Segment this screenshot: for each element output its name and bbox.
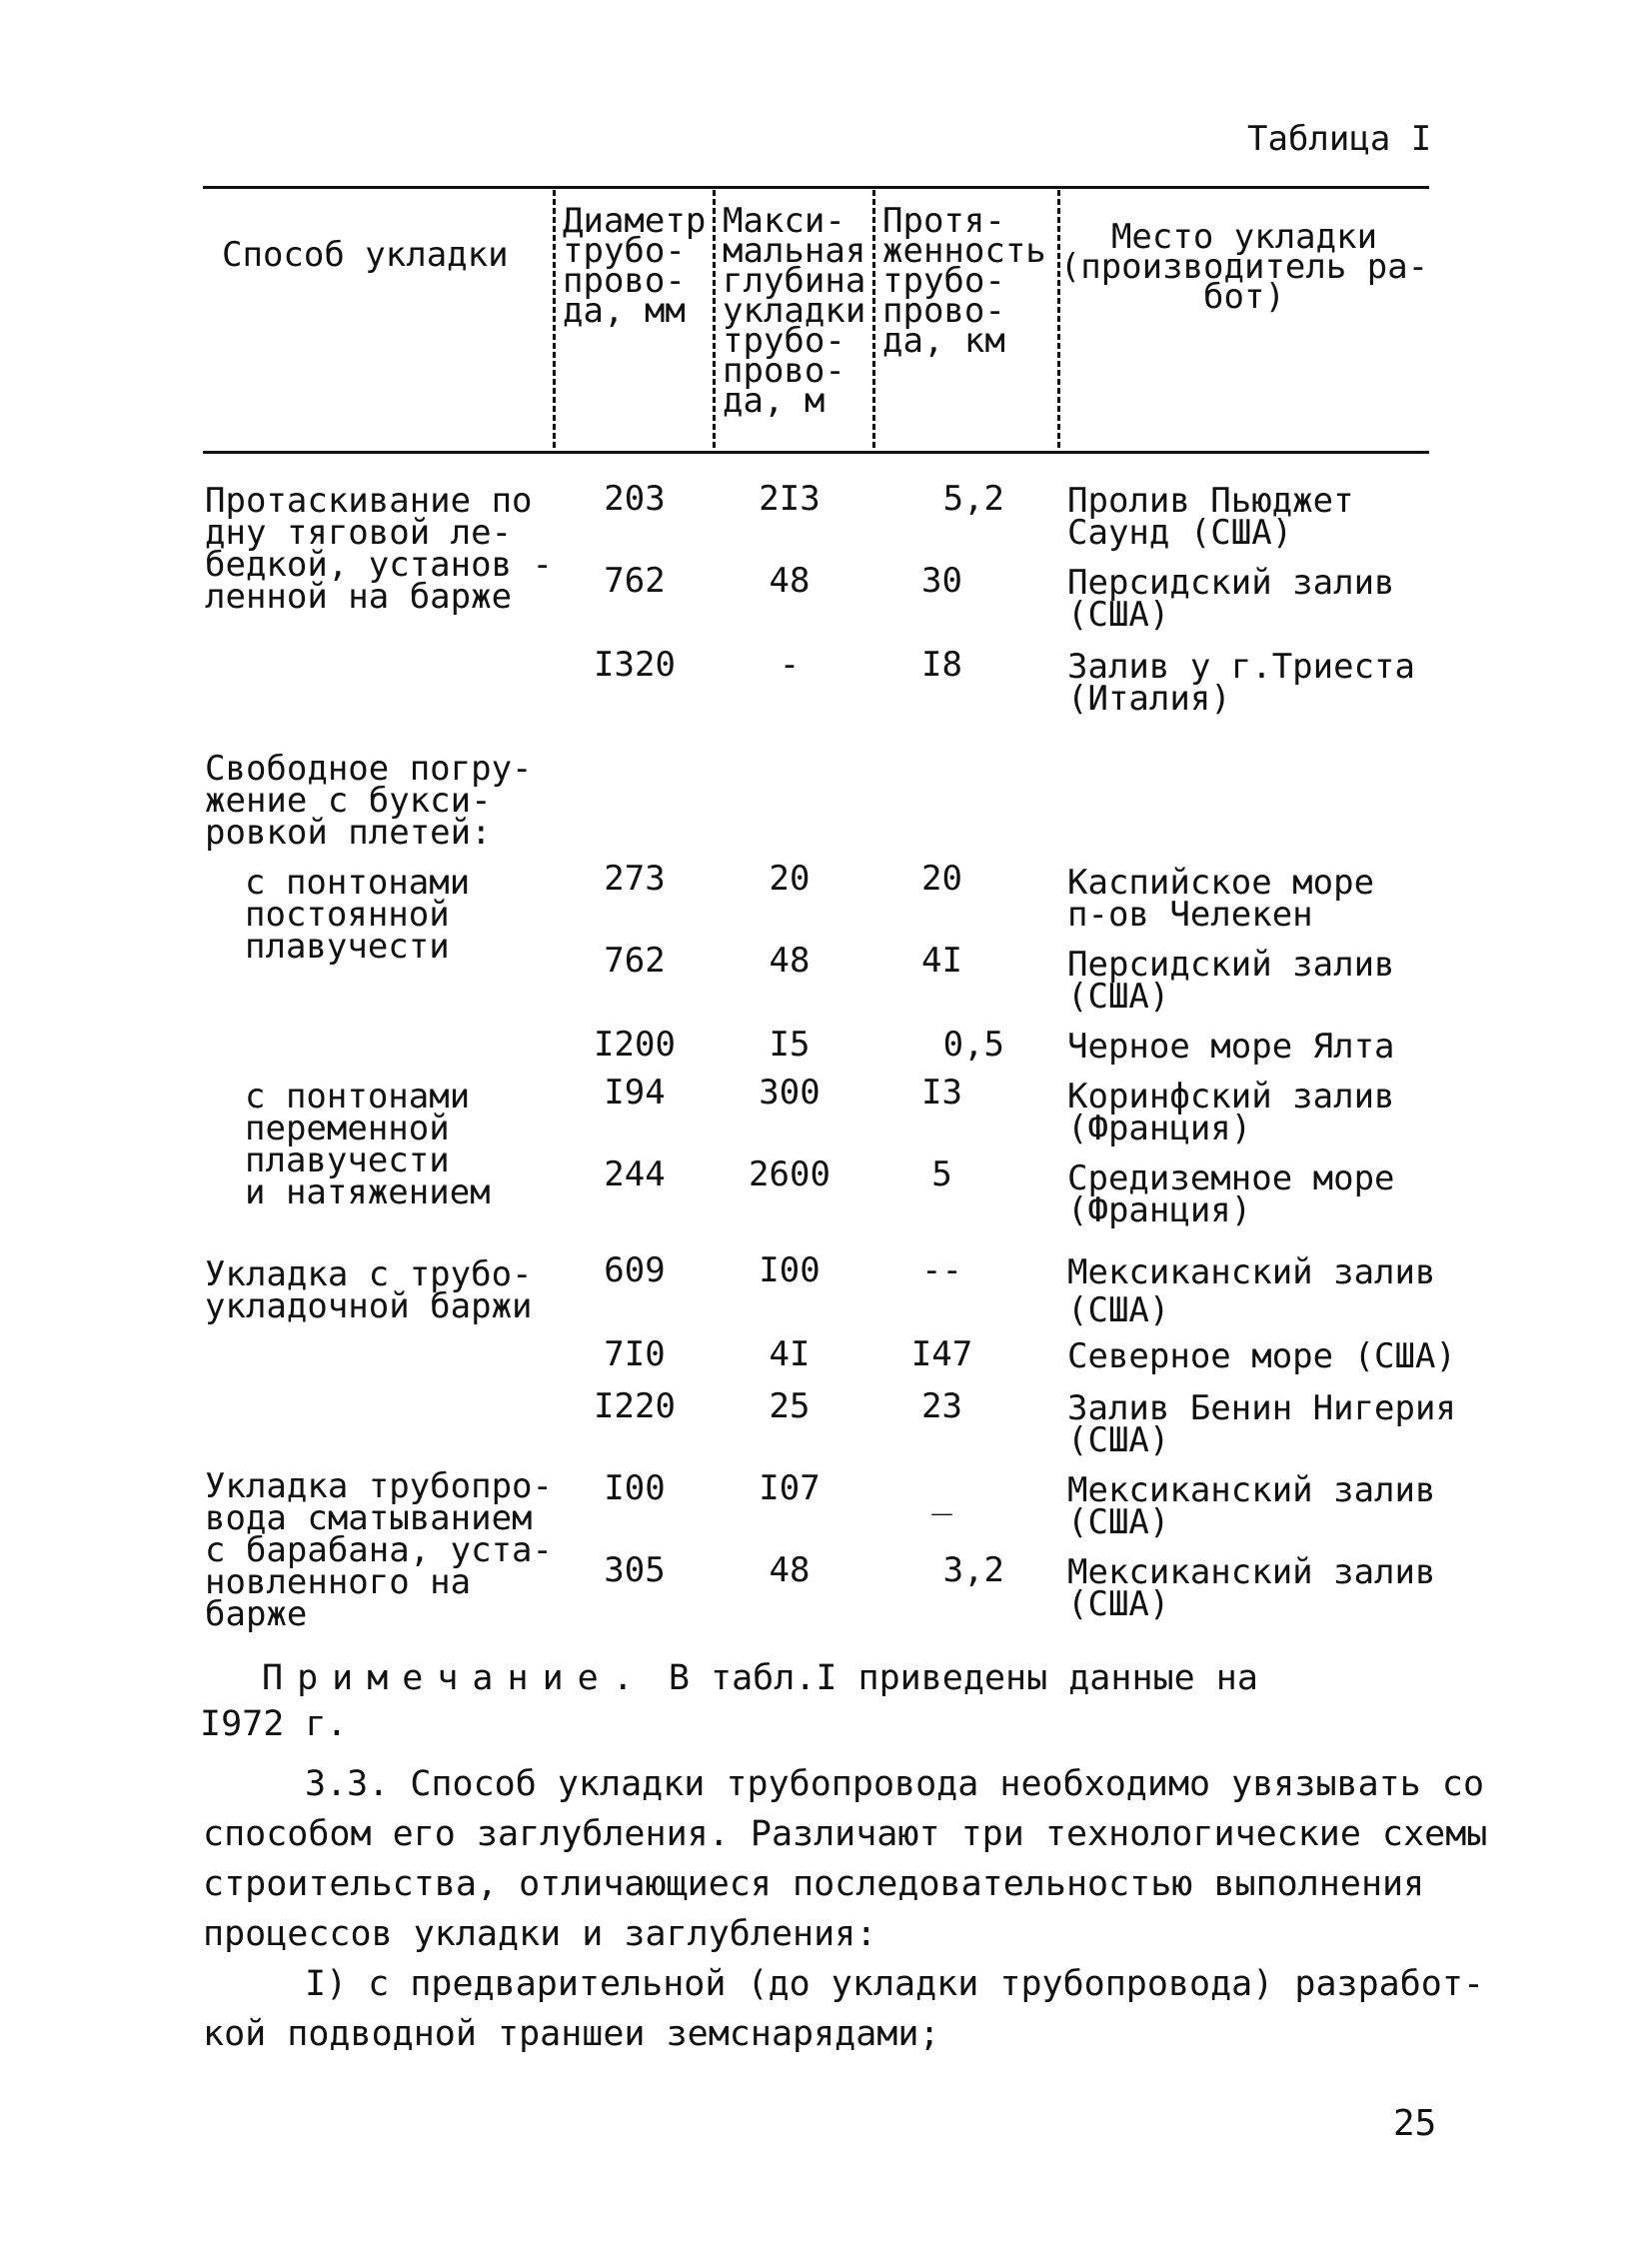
length-cell: _ <box>931 1476 952 1516</box>
header-diameter-line: трубо- <box>563 231 686 271</box>
diameter-cell: 762 <box>604 561 666 601</box>
place-cell-line: Черное море Ялта <box>1067 1027 1395 1067</box>
depth-cell: 2600 <box>749 1154 830 1194</box>
header-depth-line: Макси- <box>723 201 845 241</box>
place-cell-line: Персидский залив <box>1067 563 1395 603</box>
paragraph-line: 3.3. Способ укладки трубопровода необходимо увязывать со <box>305 1764 1485 1804</box>
depth-cell: 4I <box>769 1334 811 1374</box>
header-length-line: прово- <box>882 291 1005 331</box>
page-number: 25 <box>1393 2103 1437 2144</box>
length-cell: 0,5 <box>942 1025 1004 1065</box>
method-line: Укладка с трубо- <box>205 1254 533 1294</box>
method-line: переменной <box>245 1109 450 1148</box>
depth-cell: 48 <box>769 941 811 981</box>
place-cell-line: Коринфский залив <box>1067 1077 1395 1117</box>
depth-cell: 2I3 <box>759 479 821 519</box>
method-line: Свободное погру- <box>205 749 533 789</box>
method-line: плавучести <box>245 927 450 967</box>
depth-cell: 20 <box>769 859 811 899</box>
paragraph-line: способом его заглубления. Различают три технологические схемы <box>203 1814 1488 1854</box>
place-cell-line: Каспийское море <box>1067 863 1375 903</box>
header-depth-line: прово- <box>723 351 845 391</box>
method-line: жение с букси- <box>205 781 492 821</box>
header-place-line: (производитель ра- <box>1059 247 1429 287</box>
place-cell-line: (Франция) <box>1067 1190 1252 1230</box>
header-place-line: бот) <box>1203 277 1285 317</box>
place-cell-line: Залив Бенин Нигерия <box>1067 1388 1456 1428</box>
diameter-cell: 244 <box>604 1154 666 1194</box>
paragraph-line: кой подводной траншеи земснарядами; <box>203 2014 940 2054</box>
length-cell: 30 <box>921 561 962 601</box>
place-cell-line: (США) <box>1067 1502 1170 1542</box>
diameter-cell: 203 <box>604 479 666 519</box>
method-line: ленной на барже <box>205 577 513 617</box>
method-line: Протаскивание по <box>205 481 533 521</box>
method-line: плавучести <box>245 1140 450 1180</box>
method-line: с барабана, уста- <box>205 1530 553 1570</box>
place-cell-line: Саунд (США) <box>1067 513 1293 553</box>
header-depth-line: мальная <box>723 231 866 271</box>
header-top-rule <box>203 186 1429 189</box>
diameter-cell: 609 <box>604 1250 666 1290</box>
diameter-cell: I320 <box>594 645 676 685</box>
header-method-line: Способ укладки <box>222 235 509 275</box>
method-line: с понтонами <box>245 1077 471 1117</box>
depth-cell: 48 <box>769 1550 811 1590</box>
diameter-cell: 305 <box>604 1550 666 1590</box>
diameter-cell: I220 <box>594 1386 676 1426</box>
paragraph-line: I) с предварительной (до укладки трубопровода) разработ- <box>305 1964 1485 2004</box>
length-cell: 20 <box>921 859 962 899</box>
header-separator <box>553 190 556 448</box>
paragraph-line: процессов укладки и заглубления: <box>203 1914 877 1954</box>
place-cell-line: (США) <box>1067 977 1170 1017</box>
length-cell: -- <box>921 1250 962 1290</box>
note-first-line <box>262 1658 1258 1698</box>
header-diameter-line: прово- <box>563 261 686 301</box>
header-length-line: трубо- <box>882 261 1005 301</box>
place-cell-line: Персидский залив <box>1067 945 1395 985</box>
diameter-cell: 762 <box>604 941 666 981</box>
method-line: укладочной баржи <box>205 1286 533 1326</box>
header-depth-line: глубина <box>723 261 866 301</box>
method-line: Укладка трубопро- <box>205 1466 553 1506</box>
depth-cell: I07 <box>759 1468 821 1508</box>
note-text: В табл.I приведены данные на <box>668 1658 1258 1698</box>
place-cell-line: (США) <box>1067 1420 1170 1460</box>
place-cell-line: Северное море (США) <box>1067 1336 1456 1376</box>
length-cell: 3,2 <box>942 1550 1004 1590</box>
header-diameter-line: да, мм <box>563 291 686 331</box>
length-cell: I47 <box>910 1334 973 1374</box>
header-separator <box>713 190 716 448</box>
header-bottom-rule <box>203 451 1429 454</box>
depth-cell: 48 <box>769 561 811 601</box>
header-place-line: Место укладки <box>1110 217 1378 257</box>
method-line: барже <box>205 1594 308 1634</box>
place-cell-line: Мексиканский залив <box>1067 1552 1436 1592</box>
place-cell-line: Средиземное море <box>1067 1158 1395 1198</box>
header-depth-line: трубо- <box>723 321 845 361</box>
method-line: дну тяговой ле- <box>205 513 513 553</box>
diameter-cell: I200 <box>594 1025 676 1065</box>
diameter-cell: 273 <box>604 859 666 899</box>
depth-cell: - <box>779 645 801 685</box>
depth-cell: I5 <box>769 1025 811 1065</box>
length-cell: 5,2 <box>942 479 1004 519</box>
method-line: бедкой, установ - <box>205 545 553 585</box>
place-cell-line: Мексиканский залив <box>1067 1252 1436 1292</box>
depth-cell: I00 <box>759 1250 821 1290</box>
diameter-cell: 7I0 <box>604 1334 666 1374</box>
place-cell-line: Мексиканский залив <box>1067 1470 1436 1510</box>
diameter-cell: I00 <box>604 1468 666 1508</box>
diameter-cell: I94 <box>604 1073 666 1113</box>
header-diameter-line: Диаметр <box>563 201 707 241</box>
header-length-line: да, км <box>882 321 1005 361</box>
method-line: вода сматыванием <box>205 1498 533 1538</box>
length-cell: I8 <box>921 645 962 685</box>
place-cell-line: Пролив Пьюджет <box>1067 481 1354 521</box>
table-caption: Таблица I <box>1247 119 1432 159</box>
place-cell-line: (Италия) <box>1067 679 1231 719</box>
depth-cell: 25 <box>769 1386 811 1426</box>
depth-cell: 300 <box>759 1073 821 1113</box>
note-continuation: I972 г. <box>200 1704 348 1744</box>
length-cell: 23 <box>921 1386 962 1426</box>
place-cell-line: Залив у г.Триеста <box>1067 647 1415 687</box>
header-depth-line: да, м <box>723 381 826 421</box>
note-label: Примечание. <box>262 1658 648 1698</box>
place-cell-line: п-ов Челекен <box>1067 895 1313 935</box>
method-line: постоянной <box>245 895 450 935</box>
paragraph-line: строительства, отличающиеся последовательностью выполнения <box>203 1864 1425 1904</box>
header-length-line: женность <box>882 231 1046 271</box>
header-depth-line: укладки <box>723 291 866 331</box>
method-line: ровкой плетей: <box>205 813 492 853</box>
header-separator <box>872 190 875 448</box>
method-line: и натяжением <box>245 1172 491 1212</box>
place-cell-line: (США) <box>1067 1290 1170 1330</box>
method-line: с понтонами <box>245 863 471 903</box>
header-length-line: Протя- <box>882 201 1005 241</box>
place-cell-line: (Франция) <box>1067 1109 1252 1148</box>
length-cell: I3 <box>921 1073 962 1113</box>
length-cell: 4I <box>921 941 962 981</box>
place-cell-line: (США) <box>1067 595 1170 635</box>
place-cell-line: (США) <box>1067 1584 1170 1624</box>
method-line: новленного на <box>205 1562 472 1602</box>
length-cell: 5 <box>931 1154 952 1194</box>
